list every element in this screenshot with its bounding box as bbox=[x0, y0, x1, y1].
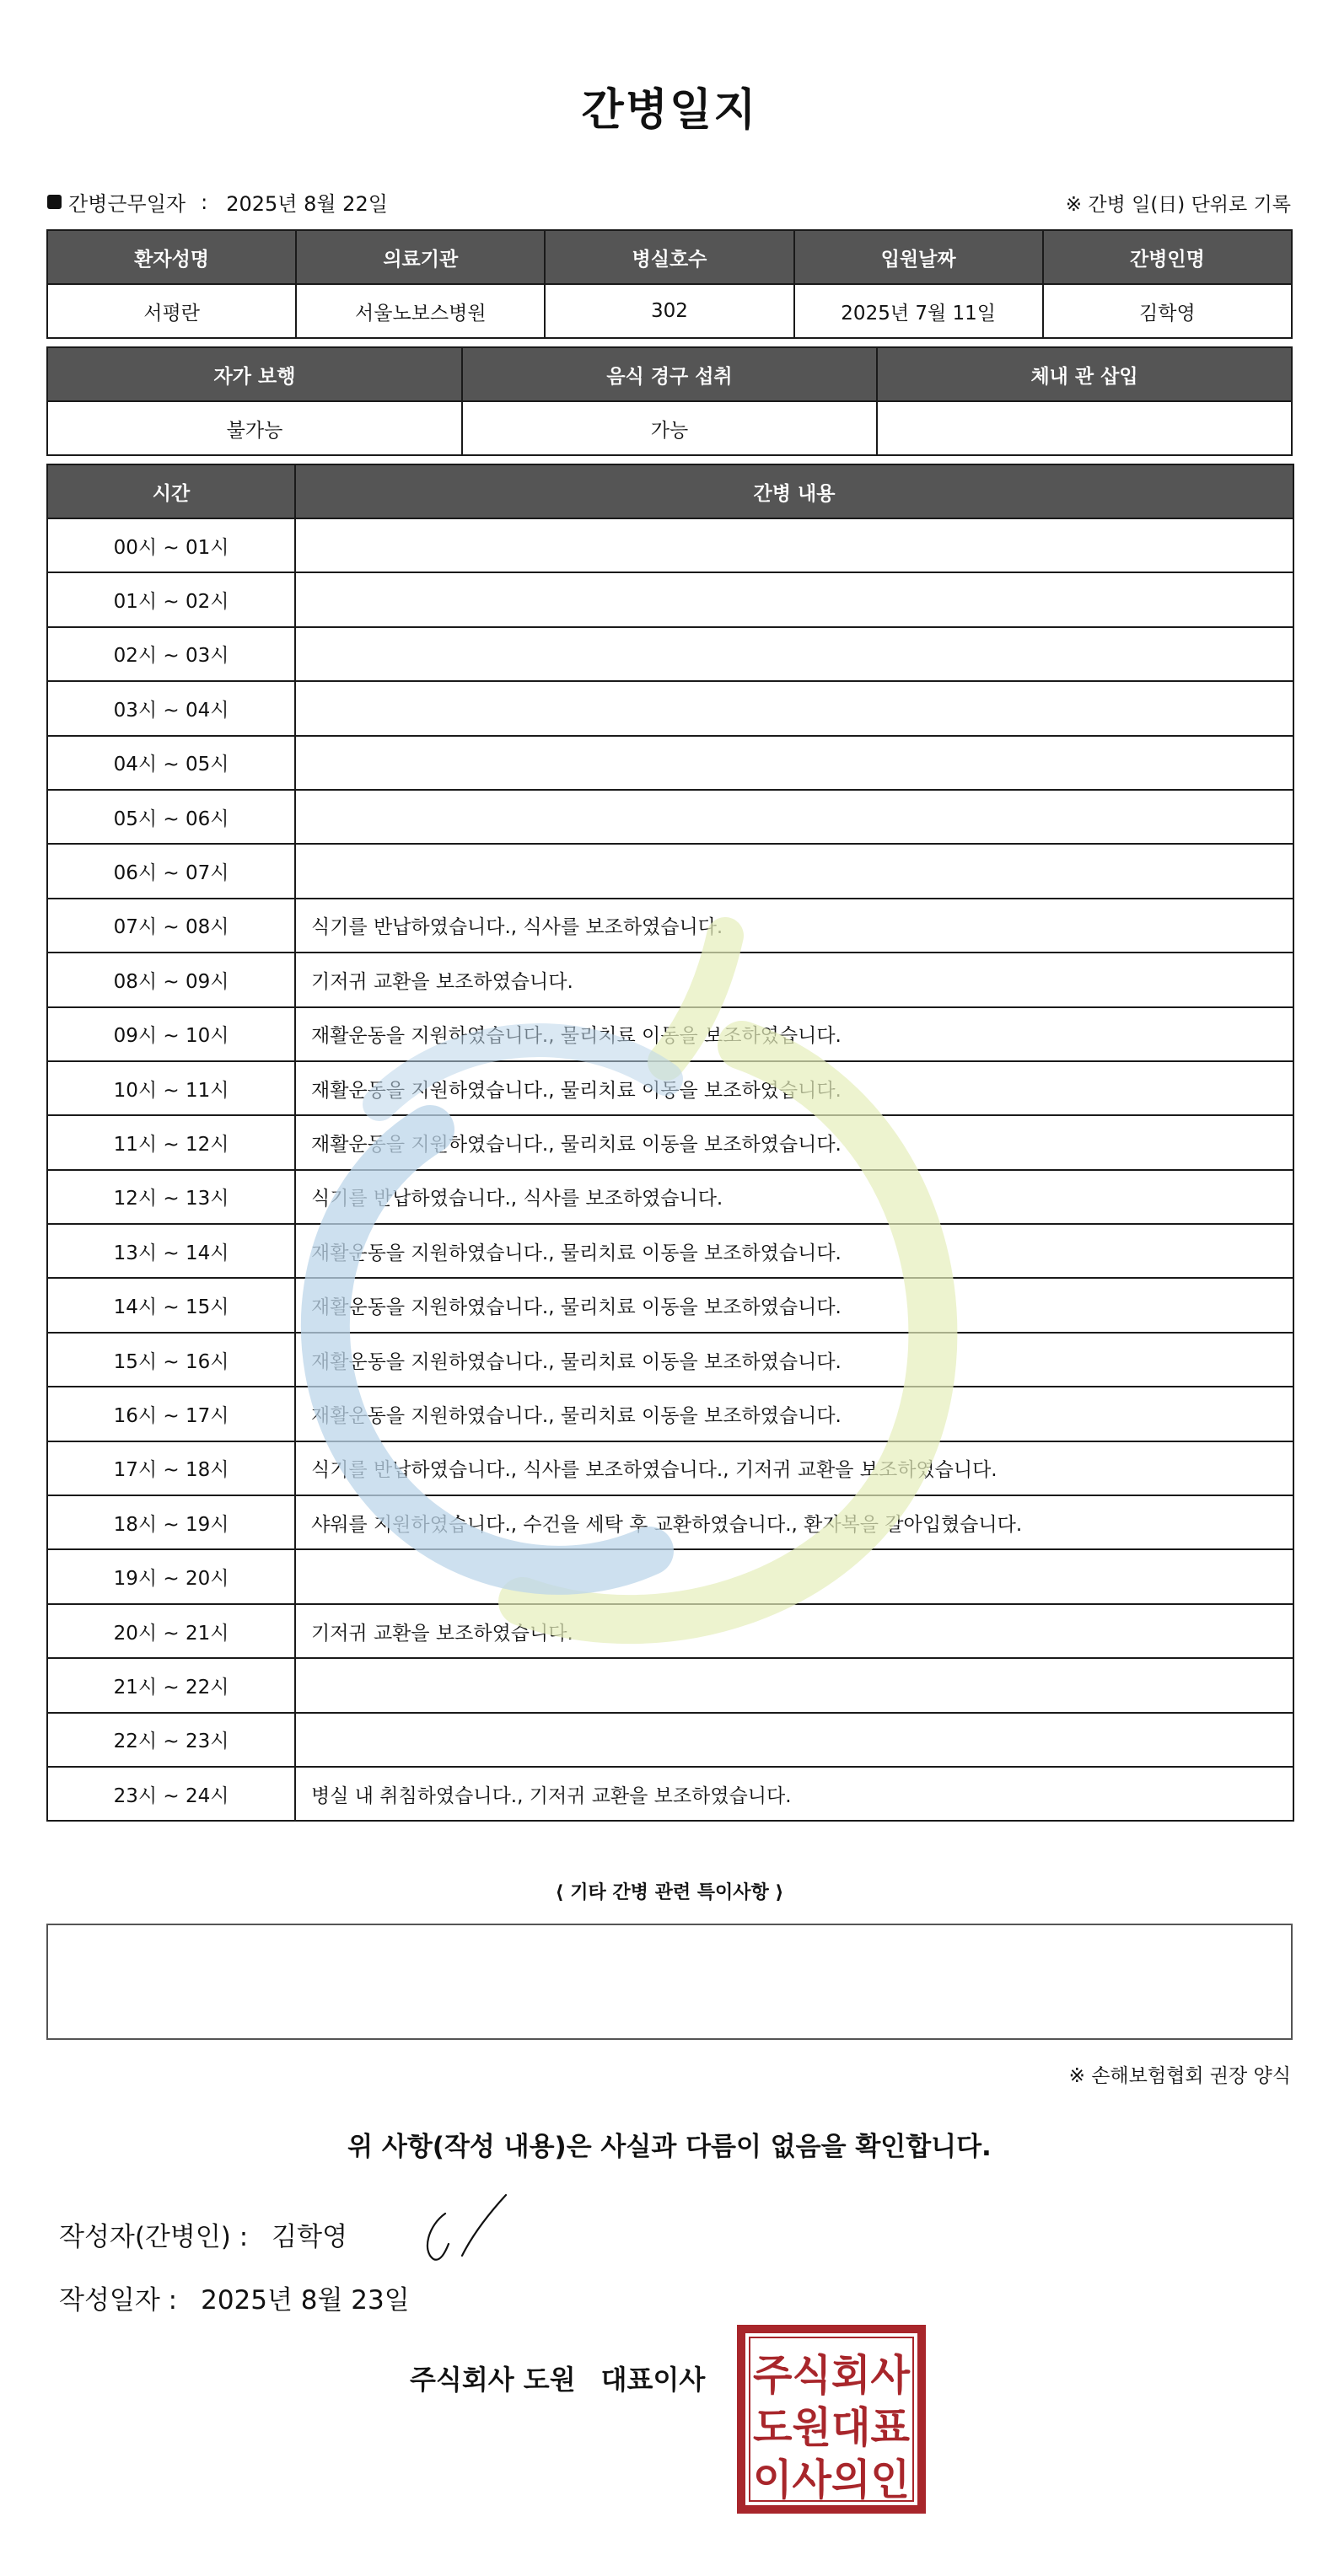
care-log-content: 재활운동을 지원하였습니다., 물리치료 이동을 보조하였습니다. bbox=[295, 1224, 1293, 1278]
care-log-time: 20시 ~ 21시 bbox=[47, 1604, 295, 1658]
care-log-row bbox=[47, 1658, 1293, 1712]
care-log-time: 18시 ~ 19시 bbox=[47, 1495, 295, 1549]
header-time: 시간 bbox=[47, 464, 295, 518]
recommend-note: ※ 손해보험협회 권장 양식 bbox=[1068, 2065, 1291, 2087]
care-log-content bbox=[295, 518, 1293, 572]
care-log-content: 식기를 반납하였습니다., 식사를 보조하였습니다. bbox=[295, 899, 1293, 953]
written-date-value: 2025년 8월 23일 bbox=[201, 2285, 410, 2316]
care-log-time: 22시 ~ 23시 bbox=[47, 1713, 295, 1767]
header-care-content: 간병 내용 bbox=[295, 464, 1293, 518]
care-log-header-row bbox=[47, 464, 1293, 518]
care-log-time: 08시 ~ 09시 bbox=[47, 953, 295, 1006]
care-log-row bbox=[47, 1604, 1293, 1658]
signature-scribble bbox=[422, 2190, 523, 2266]
self-walking-value: 불가능 bbox=[47, 401, 462, 455]
tube-insertion-value bbox=[877, 401, 1292, 455]
care-log-time: 17시 ~ 18시 bbox=[47, 1441, 295, 1495]
care-log-content bbox=[295, 572, 1293, 626]
header-admission-date: 입원날짜 bbox=[794, 230, 1043, 284]
care-log-content: 기저귀 교환을 보조하였습니다. bbox=[295, 1604, 1293, 1658]
header-oral-intake: 음식 경구 섭취 bbox=[462, 347, 877, 401]
care-log-row bbox=[47, 572, 1293, 626]
writer-line bbox=[59, 2215, 347, 2253]
writer-name: 김학영 bbox=[272, 2222, 348, 2252]
header-caregiver-name: 간병인명 bbox=[1043, 230, 1292, 284]
care-log-time: 14시 ~ 15시 bbox=[47, 1278, 295, 1332]
care-log-time: 19시 ~ 20시 bbox=[47, 1549, 295, 1603]
care-log-row bbox=[47, 1387, 1293, 1441]
record-note: ※ 간병 일(日) 단위로 기록 bbox=[1065, 194, 1291, 216]
care-log-content bbox=[295, 1658, 1293, 1712]
care-log-body bbox=[47, 518, 1293, 1821]
other-notes-box bbox=[46, 1924, 1293, 2040]
care-log-content bbox=[295, 627, 1293, 681]
care-log-table bbox=[46, 464, 1294, 1822]
care-log-content bbox=[295, 844, 1293, 898]
work-date-label: 간병근무일자 bbox=[68, 192, 186, 216]
patient-status-table bbox=[46, 346, 1293, 456]
care-log-time: 05시 ~ 06시 bbox=[47, 790, 295, 844]
care-log-time: 06시 ~ 07시 bbox=[47, 844, 295, 898]
care-log-row bbox=[47, 1713, 1293, 1767]
other-notes-title: ⟨ 기타 간병 관련 특이사항 ⟩ bbox=[555, 1882, 784, 1903]
care-log-content: 기저귀 교환을 보조하였습니다. bbox=[295, 953, 1293, 1006]
header-patient-name: 환자성명 bbox=[47, 230, 296, 284]
care-log-row bbox=[47, 1495, 1293, 1549]
work-date-value: 2025년 8월 22일 bbox=[226, 192, 388, 216]
care-log-row bbox=[47, 1333, 1293, 1387]
document-title: 간병일지 bbox=[581, 85, 758, 136]
care-log-content: 재활운동을 지원하였습니다., 물리치료 이동을 보조하였습니다. bbox=[295, 1061, 1293, 1115]
care-log-time: 21시 ~ 22시 bbox=[47, 1658, 295, 1712]
care-log-content bbox=[295, 736, 1293, 790]
svg-text:이사의인: 이사의인 bbox=[753, 2455, 910, 2504]
care-log-content: 재활운동을 지원하였습니다., 물리치료 이동을 보조하였습니다. bbox=[295, 1333, 1293, 1387]
patient-info-header-row bbox=[47, 230, 1292, 284]
hospital-name: 서울노보스병원 bbox=[296, 284, 545, 338]
care-log-content: 식기를 반납하였습니다., 식사를 보조하였습니다., 기저귀 교환을 보조하였습니다. bbox=[295, 1441, 1293, 1495]
care-log-row bbox=[47, 1441, 1293, 1495]
company-seal bbox=[736, 2324, 927, 2514]
care-log-row bbox=[47, 844, 1293, 898]
care-log-row bbox=[47, 1115, 1293, 1169]
company-name: 주식회사 도원 bbox=[410, 2364, 576, 2396]
care-log-row bbox=[47, 1767, 1293, 1821]
care-log-row bbox=[47, 736, 1293, 790]
svg-text:주식회사: 주식회사 bbox=[753, 2351, 911, 2400]
care-log-row bbox=[47, 790, 1293, 844]
patient-status-value-row bbox=[47, 401, 1292, 455]
care-log-content bbox=[295, 790, 1293, 844]
oral-intake-value: 가능 bbox=[462, 401, 877, 455]
care-log-row bbox=[47, 627, 1293, 681]
care-log-time: 09시 ~ 10시 bbox=[47, 1007, 295, 1061]
caregiver-name: 김학영 bbox=[1043, 284, 1292, 338]
care-log-content bbox=[295, 681, 1293, 735]
svg-text:도원대표: 도원대표 bbox=[753, 2403, 911, 2452]
care-log-row bbox=[47, 1007, 1293, 1061]
square-bullet-icon bbox=[47, 195, 62, 209]
header-tube-insertion: 체내 관 삽입 bbox=[877, 347, 1292, 401]
patient-info-table bbox=[46, 229, 1293, 339]
care-log-content: 재활운동을 지원하였습니다., 물리치료 이동을 보조하였습니다. bbox=[295, 1115, 1293, 1169]
care-log-time: 01시 ~ 02시 bbox=[47, 572, 295, 626]
header-self-walking: 자가 보행 bbox=[47, 347, 462, 401]
care-log-time: 15시 ~ 16시 bbox=[47, 1333, 295, 1387]
confirm-statement: 위 사항(작성 내용)은 사실과 다름이 없음을 확인합니다. bbox=[347, 2132, 992, 2162]
care-log-time: 07시 ~ 08시 bbox=[47, 899, 295, 953]
care-log-row bbox=[47, 518, 1293, 572]
care-log-row bbox=[47, 1549, 1293, 1603]
written-date-label: 작성일자 : bbox=[59, 2285, 178, 2316]
care-log-time: 02시 ~ 03시 bbox=[47, 627, 295, 681]
header-hospital: 의료기관 bbox=[296, 230, 545, 284]
care-log-time: 11시 ~ 12시 bbox=[47, 1115, 295, 1169]
header-room-number: 병실호수 bbox=[545, 230, 793, 284]
care-log-content bbox=[295, 1549, 1293, 1603]
care-log-time: 03시 ~ 04시 bbox=[47, 681, 295, 735]
patient-status-header-row bbox=[47, 347, 1292, 401]
care-log-content: 재활운동을 지원하였습니다., 물리치료 이동을 보조하였습니다. bbox=[295, 1278, 1293, 1332]
care-log-row bbox=[47, 1278, 1293, 1332]
care-log-row bbox=[47, 681, 1293, 735]
care-log-time: 13시 ~ 14시 bbox=[47, 1224, 295, 1278]
care-log-time: 04시 ~ 05시 bbox=[47, 736, 295, 790]
work-date-line bbox=[47, 187, 388, 217]
written-date-line bbox=[59, 2278, 410, 2316]
care-log-row bbox=[47, 899, 1293, 953]
work-date-separator: : bbox=[201, 190, 208, 214]
care-log-time: 23시 ~ 24시 bbox=[47, 1767, 295, 1821]
care-log-row bbox=[47, 1224, 1293, 1278]
company-line bbox=[410, 2359, 705, 2397]
care-log-time: 00시 ~ 01시 bbox=[47, 518, 295, 572]
care-log-content: 재활운동을 지원하였습니다., 물리치료 이동을 보조하였습니다. bbox=[295, 1007, 1293, 1061]
care-log-row bbox=[47, 953, 1293, 1006]
care-log-content: 샤워를 지원하였습니다., 수건을 세탁 후 교환하였습니다., 환자복을 갈아입혔습니다. bbox=[295, 1495, 1293, 1549]
admission-date: 2025년 7월 11일 bbox=[794, 284, 1043, 338]
care-log-time: 12시 ~ 13시 bbox=[47, 1170, 295, 1224]
company-role: 대표이사 bbox=[600, 2364, 706, 2396]
care-log-content: 식기를 반납하였습니다., 식사를 보조하였습니다. bbox=[295, 1170, 1293, 1224]
care-log-time: 10시 ~ 11시 bbox=[47, 1061, 295, 1115]
care-log-content bbox=[295, 1713, 1293, 1767]
care-log-content: 재활운동을 지원하였습니다., 물리치료 이동을 보조하였습니다. bbox=[295, 1387, 1293, 1441]
room-number: 302 bbox=[545, 284, 793, 338]
care-log-time: 16시 ~ 17시 bbox=[47, 1387, 295, 1441]
writer-label: 작성자(간병인) : bbox=[59, 2222, 249, 2252]
patient-info-value-row bbox=[47, 284, 1292, 338]
patient-name: 서평란 bbox=[47, 284, 296, 338]
care-log-content: 병실 내 취침하였습니다., 기저귀 교환을 보조하였습니다. bbox=[295, 1767, 1293, 1821]
care-log-row bbox=[47, 1170, 1293, 1224]
care-log-row bbox=[47, 1061, 1293, 1115]
